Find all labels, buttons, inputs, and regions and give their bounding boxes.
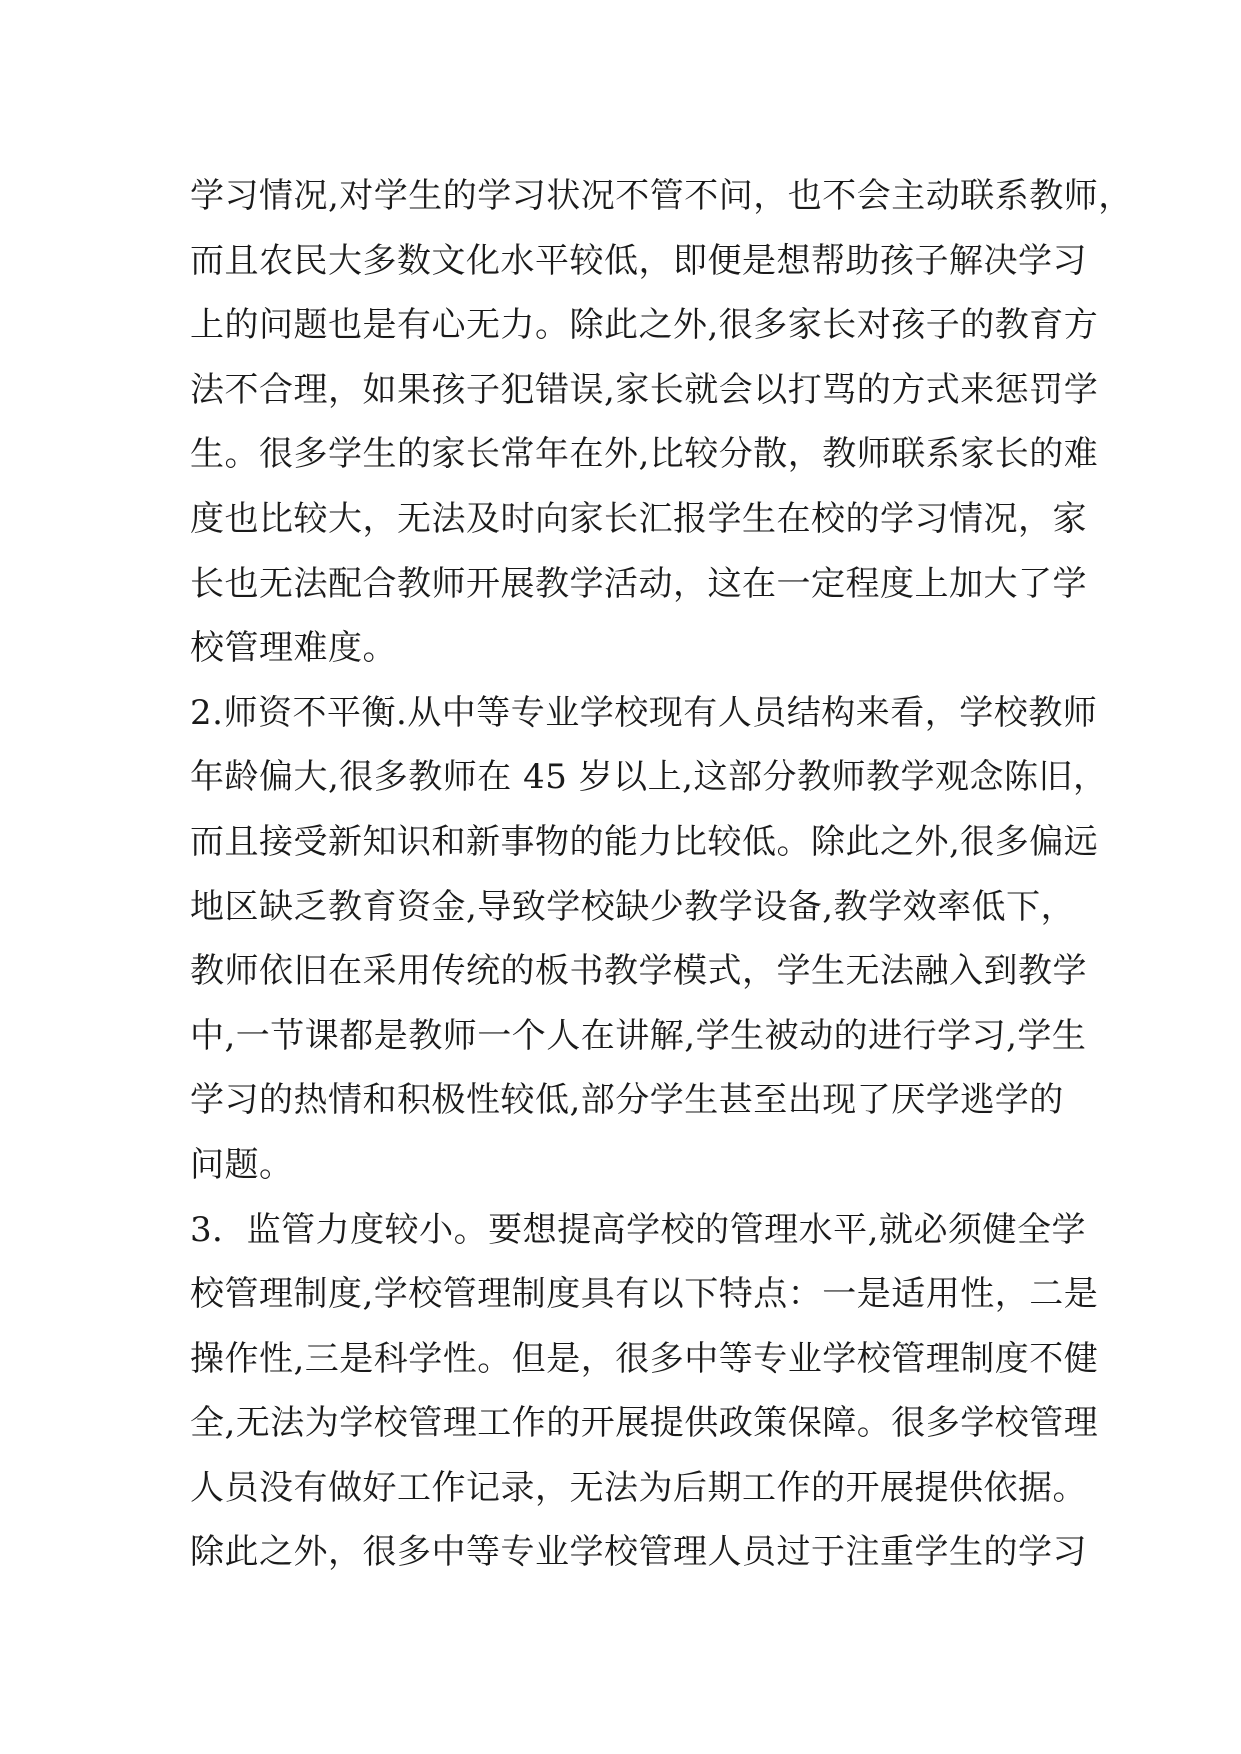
text-line: 上的问题也是有心无力。除此之外,很多家长对孩子的教育方	[190, 305, 1099, 346]
text-line: 学习的热情和积极性较低,部分学生甚至出现了厌学逃学的	[190, 1080, 1064, 1121]
text-line: 度也比较大，无法及时向家长汇报学生在校的学习情况，家	[190, 498, 1087, 539]
text-line: 校管理制度,学校管理制度具有以下特点：一是适用性，二是	[190, 1274, 1099, 1315]
text-line: 人员没有做好工作记录，无法为后期工作的开展提供依据。	[190, 1467, 1087, 1508]
text-line: 教师依旧在采用传统的板书教学模式，学生无法融入到教学	[190, 951, 1087, 992]
text-line: 而且农民大多数文化水平较低，即便是想帮助孩子解决学习	[190, 240, 1087, 281]
text-line: 操作性,三是科学性。但是，很多中等专业学校管理制度不健	[190, 1338, 1099, 1379]
text-line: 3．监管力度较小。要想提高学校的管理水平,就必须健全学	[190, 1209, 1086, 1250]
text-line: 全,无法为学校管理工作的开展提供政策保障。很多学校管理	[190, 1403, 1099, 1444]
text-line: 而且接受新知识和新事物的能力比较低。除此之外,很多偏远	[190, 821, 1099, 862]
text-line: 学习情况,对学生的学习状况不管不问，也不会主动联系教师，	[190, 176, 1133, 216]
text-line: 法不合理，如果孩子犯错误,家长就会以打骂的方式来惩罚学	[190, 369, 1099, 410]
text-line: 问题。	[190, 1144, 294, 1185]
text-line: 年龄偏大,很多教师在 45 岁以上,这部分教师教学观念陈旧，	[190, 757, 1108, 798]
text-line: 地区缺乏教育资金,导致学校缺少教学设备,教学效率低下，	[190, 886, 1076, 927]
text-line: 生。很多学生的家长常年在外,比较分散，教师联系家长的难	[190, 434, 1099, 475]
text-line: 中,一节课都是教师一个人在讲解,学生被动的进行学习,学生	[190, 1015, 1087, 1056]
text-line: 2.师资不平衡.从中等专业学校现有人员结构来看，学校教师	[190, 692, 1098, 733]
text-line: 长也无法配合教师开展教学活动，这在一定程度上加大了学	[190, 563, 1087, 604]
body-text	[190, 164, 1133, 1585]
text-line: 除此之外，很多中等专业学校管理人员过于注重学生的学习	[190, 1532, 1087, 1573]
text-line: 校管理难度。	[190, 628, 397, 669]
